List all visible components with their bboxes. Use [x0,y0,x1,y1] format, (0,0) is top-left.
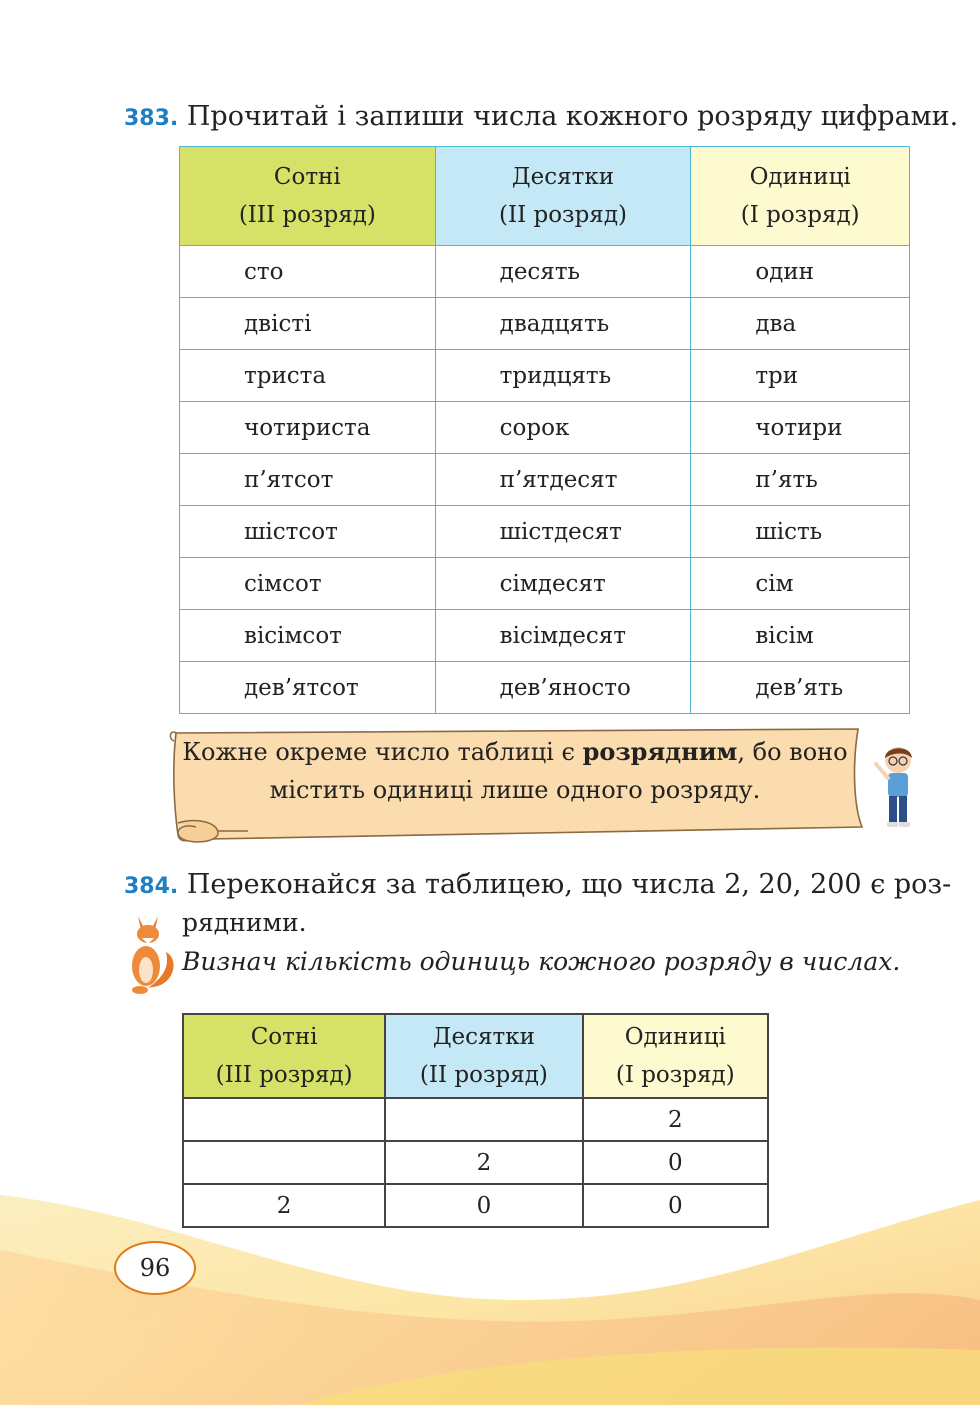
cell: десять [435,246,691,298]
cell: сімдесят [435,558,691,610]
digit-names-table [179,146,910,714]
cell [385,1098,582,1141]
rule-note: Кожне окреме число таблиці є розрядним, бо воно містить одиниці лише одного розряду. [182,737,848,804]
exercise-number: 383. [124,106,179,131]
cell: сім [691,558,910,610]
cell: 0 [385,1184,582,1227]
header-units: Одиниці (І розряд) [583,1014,768,1098]
cell: шість [691,506,910,558]
exercise-text: Переконайся за таблицею, що числа 2, 20, 200 є роз- [186,869,952,900]
cell: 0 [583,1141,768,1184]
cell: двісті [180,298,436,350]
cell: чотириста [180,402,436,454]
table-row [180,402,910,454]
cell: вісімсот [180,610,436,662]
table-row [180,298,910,350]
cell: 2 [385,1141,582,1184]
table-row [180,662,910,714]
cell [183,1098,385,1141]
cell: п’ятсот [180,454,436,506]
cell: два [691,298,910,350]
cell: шістдесят [435,506,691,558]
bold-term: розрядним [582,737,738,766]
cell: тридцять [435,350,691,402]
exercise-383-title [124,98,958,138]
cell: сорок [435,402,691,454]
table-header-row [180,147,910,246]
exercise-task: Визнач кількість одиниць кожного розряду в числах. [182,947,901,976]
table-row [180,558,910,610]
rank-values-table [182,1013,769,1228]
cell: дев’яносто [435,662,691,714]
cell: дев’ять [691,662,910,714]
table-row [183,1098,768,1141]
table-row [180,454,910,506]
cell: чотири [691,402,910,454]
exercise-text: Прочитай і запиши числа кожного розряду цифрами. [186,101,959,132]
cell: сто [180,246,436,298]
cell: сімсот [180,558,436,610]
cell: двадцять [435,298,691,350]
table-row [180,506,910,558]
exercise-number: 384. [124,874,179,899]
fox-illustration-icon [118,908,178,998]
header-tens: Десятки (ІІ розряд) [435,147,691,246]
exercise-text-continued: рядними. [182,908,307,937]
exercise-384-title [124,866,951,906]
header-hundreds: Сотні (ІІІ розряд) [183,1014,385,1098]
boy-illustration-icon [866,742,926,832]
page-number: 96 [114,1241,196,1295]
cell: один [691,246,910,298]
table-row [180,610,910,662]
cell: 2 [183,1184,385,1227]
cell: п’ять [691,454,910,506]
table-row [183,1184,768,1227]
table-row [180,246,910,298]
cell: три [691,350,910,402]
cell: п’ятдесят [435,454,691,506]
cell: шістсот [180,506,436,558]
cell [183,1141,385,1184]
cell: дев’ятсот [180,662,436,714]
table-row [180,350,910,402]
cell: 2 [583,1098,768,1141]
cell: триста [180,350,436,402]
header-hundreds: Сотні (ІІІ розряд) [180,147,436,246]
header-tens: Десятки (ІІ розряд) [385,1014,582,1098]
cell: вісімдесят [435,610,691,662]
table-header-row [183,1014,768,1098]
header-units: Одиниці (І розряд) [691,147,910,246]
cell: 0 [583,1184,768,1227]
table-row [183,1141,768,1184]
cell: вісім [691,610,910,662]
